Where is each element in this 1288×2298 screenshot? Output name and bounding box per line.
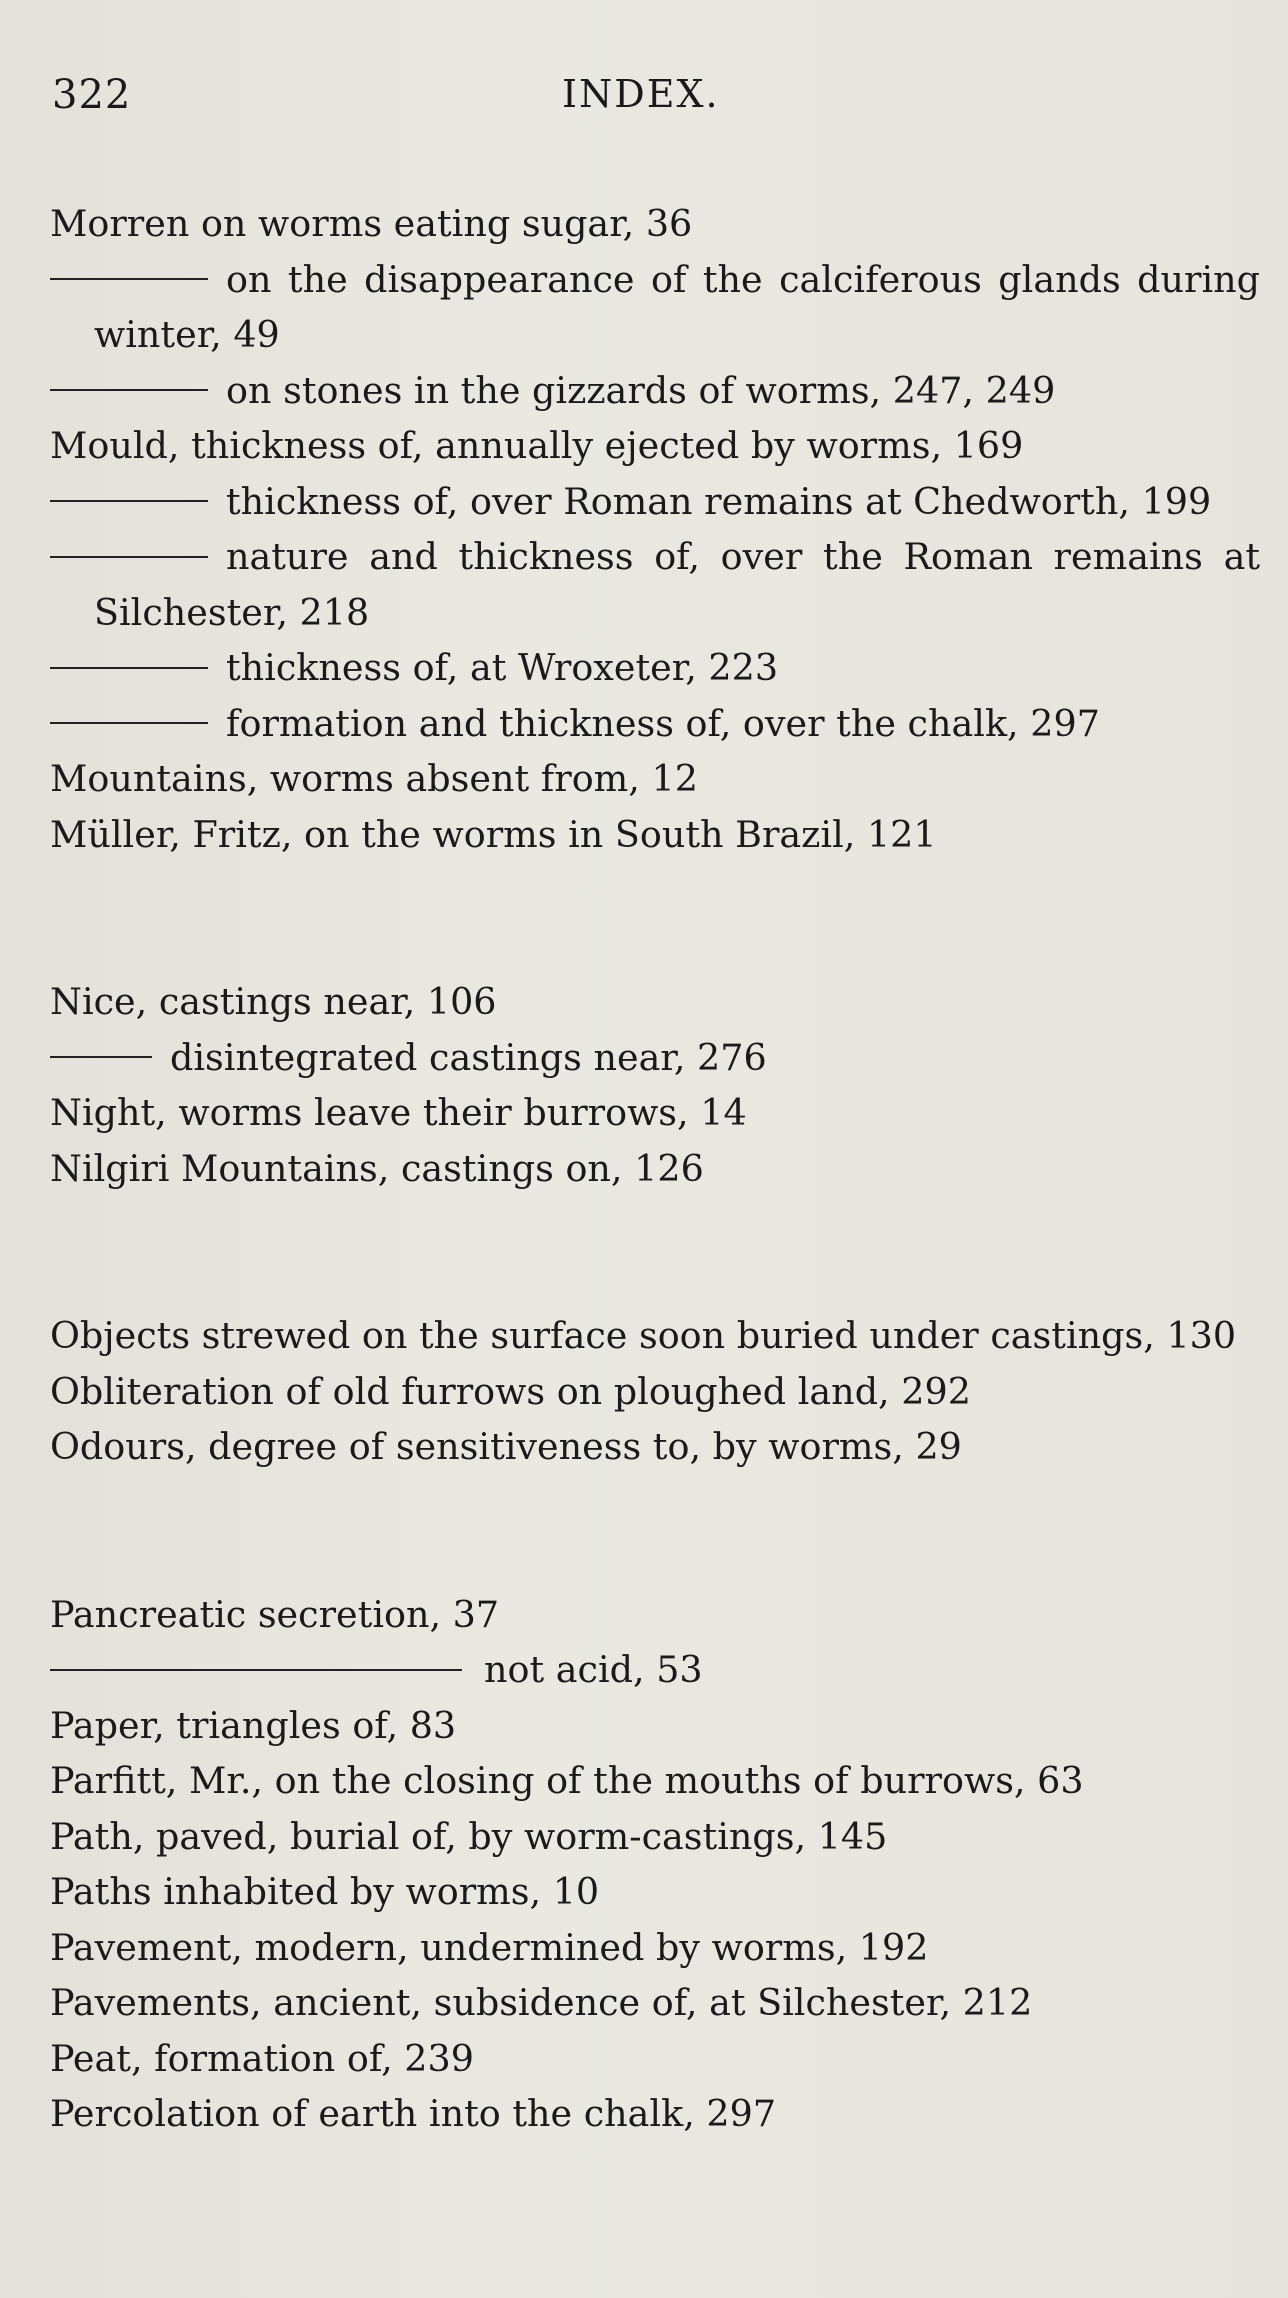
index-entry [50,974,1260,1030]
index-entry [50,418,1260,474]
entry-text: Odours, degree of sensitiveness to, by worms, 29 [50,1425,962,1468]
index-entry [50,1419,1260,1475]
ditto-dash [50,278,208,280]
index-entry [50,1587,1260,1643]
index-entry [50,1308,1260,1364]
entry-text: Pavement, modern, undermined by worms, 192 [50,1925,929,1969]
ditto-dash [50,667,208,669]
index-subentry [50,640,1260,696]
page-header [52,72,1252,132]
index-entry [50,196,1260,252]
entry-text: not acid, 53 [484,1648,703,1691]
index-subentry [50,474,1260,530]
ditto-dash [50,1056,152,1058]
index-group [50,1587,1260,2142]
entry-text: Percolation of earth into the chalk, 297 [50,2092,777,2135]
entry-text: Obliteration of old furrows on ploughed land, 292 [50,1369,971,1413]
entry-text: Paper, triangles of, 83 [50,1703,457,1747]
entry-text: thickness of, at Wroxeter, 223 [226,646,779,689]
index-entry [50,1753,1260,1809]
entry-text: on stones in the gizzards of worms, 247, 249 [226,368,1056,412]
index-entry [50,1975,1260,2031]
index-entry [50,1864,1260,1920]
index-entry [50,1809,1260,1865]
index-group [50,196,1260,862]
entry-text: Morren on worms eating sugar, 36 [50,202,693,245]
ditto-dash [50,1669,462,1671]
running-title: INDEX. [562,72,720,116]
ditto-dash [50,500,208,502]
index-body [50,196,1260,2142]
entry-text: thickness of, over Roman remains at Chedworth, 199 [226,479,1212,523]
index-subentry [50,252,1260,363]
entry-text: nature and thickness of, over the Roman remains at Silchester, 218 [94,535,1260,634]
index-entry [50,751,1260,807]
index-subentry [50,1030,1260,1086]
index-group [50,1308,1260,1475]
entry-text: Nice, castings near, 106 [50,980,497,1023]
index-entry [50,1141,1260,1197]
index-subentry [50,696,1260,752]
entry-text: Nilgiri Mountains, castings on, 126 [50,1146,704,1190]
entry-text: Mould, thickness of, annually ejected by worms, 169 [50,424,1024,467]
entry-text: Pancreatic secretion, 37 [50,1592,500,1636]
entry-text: on the disappearance of the calciferous glands during winter, 49 [94,257,1260,356]
entry-text: formation and thickness of, over the chalk, 297 [226,701,1100,745]
index-entry [50,1698,1260,1754]
entry-text: Pavements, ancient, subsidence of, at Silchester, 212 [50,1981,1033,2024]
ditto-dash [50,722,208,724]
index-entry [50,2086,1260,2142]
ditto-dash [50,556,208,558]
index-group [50,974,1260,1196]
index-entry [50,2031,1260,2087]
index-subentry [50,1642,1260,1698]
entry-text: Parfitt, Mr., on the closing of the mouths of burrows, 63 [50,1759,1084,1802]
entry-text: Paths inhabited by worms, 10 [50,1870,600,1913]
entry-text: Müller, Fritz, on the worms in South Brazil, 121 [50,812,937,856]
index-entry [50,807,1260,863]
entry-text: Night, worms leave their burrows, 14 [50,1091,747,1134]
entry-text: Peat, formation of, 239 [50,2036,474,2080]
page-number: 322 [52,72,132,118]
index-entry [50,1920,1260,1976]
entry-text: disintegrated castings near, 276 [170,1035,767,1079]
index-subentry [50,529,1260,640]
index-subentry [50,363,1260,419]
entry-text: Mountains, worms absent from, 12 [50,757,698,800]
ditto-dash [50,389,208,391]
index-entry [50,1085,1260,1141]
entry-text: Path, paved, burial of, by worm-castings, 145 [50,1814,888,1858]
index-entry [50,1364,1260,1420]
entry-text: Objects strewed on the surface soon buried under castings, 130 [50,1314,1237,1357]
